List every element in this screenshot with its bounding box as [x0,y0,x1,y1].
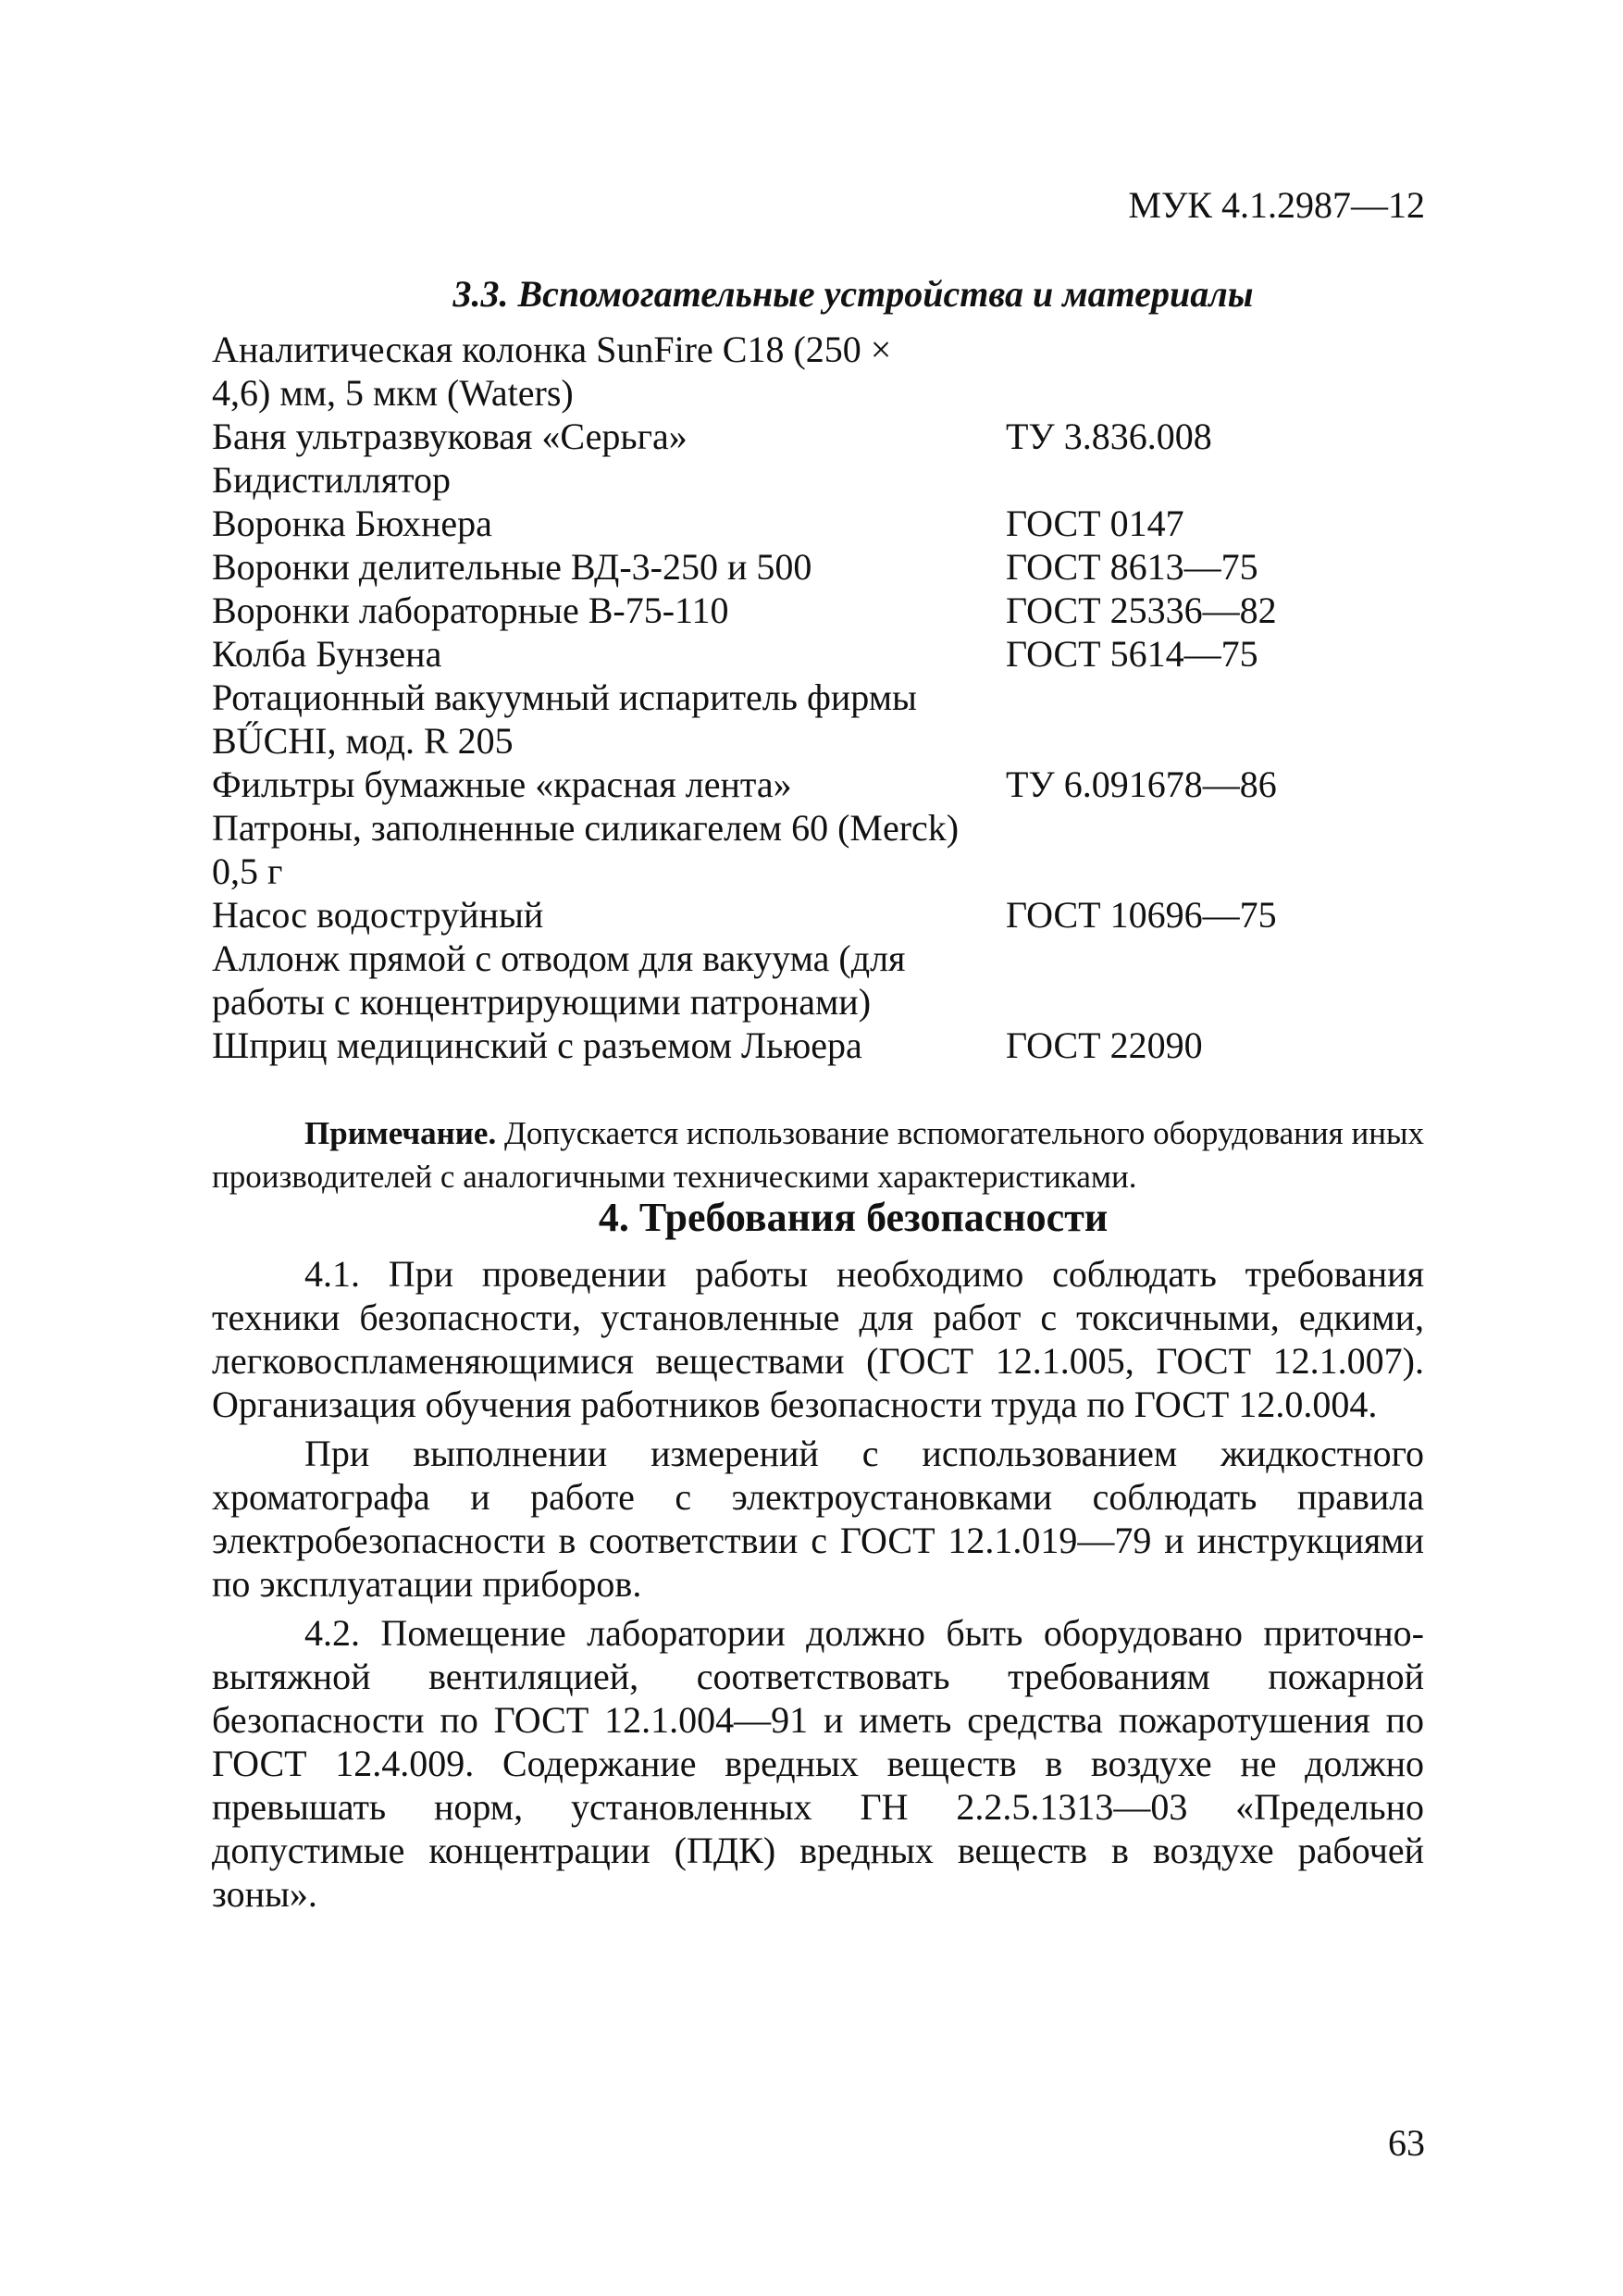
equipment-name: Воронка Бюхнера [212,503,492,544]
equipment-name: Патроны, заполненные силикагелем 60 (Merck) 0,5 г [212,807,960,892]
equipment-item [212,458,1433,502]
page-number: 63 [1388,2122,1425,2164]
equipment-item [212,589,1433,632]
equipment-item [212,676,1433,763]
equipment-item [212,545,1433,589]
equipment-name: Бидистиллятор [212,459,452,501]
equipment-standard: ГОСТ 22090 [1006,1024,1203,1066]
note-text: Допускается использование вспомогательного оборудования иных производителей с аналогичными техническими характеристиками. [212,1115,1424,1195]
equipment-standard: ГОСТ 10696—75 [1006,894,1277,936]
equipment-list [212,328,1433,1067]
subsection-title: 3.3. Вспомогательные устройства и материалы [452,273,1254,315]
equipment-item [212,806,1433,893]
equipment-item [212,937,1433,1024]
document-code: МУК 4.1.2987—12 [1128,184,1425,226]
note-label: Примечание. [304,1115,497,1151]
equipment-name: Насос водоструйный [212,894,544,936]
note-paragraph [212,1111,1424,1198]
equipment-item [212,632,1433,676]
equipment-item [212,1024,1433,1067]
equipment-standard: ГОСТ 25336—82 [1006,590,1277,631]
equipment-name: Ротационный вакуумный испаритель фирмы BŰCHI, мод. R 205 [212,676,917,762]
equipment-standard: ГОСТ 5614—75 [1006,633,1258,675]
equipment-name: Аналитическая колонка SunFire C18 (250 × 4,6) мм, 5 мкм (Waters) [212,329,892,414]
equipment-name: Шприц медицинский с разъемом Льюера [212,1024,862,1066]
equipment-standard: ГОСТ 0147 [1006,503,1184,544]
equipment-name: Колба Бунзена [212,633,442,675]
equipment-name: Воронки лабораторные В-75-110 [212,590,729,631]
equipment-standard: ГОСТ 8613—75 [1006,546,1258,588]
equipment-item [212,328,1433,415]
equipment-item [212,763,1433,806]
body-paragraph: При выполнении измерений с использованием жидкостного хроматографа и работе с электроустановками соблюдать правила электробезопасности в соответствии с ГОСТ 12.1.019—79 и инструкциями по эксплуатации приборов. [212,1433,1424,1605]
section-body [212,1252,1424,1916]
equipment-item [212,893,1433,937]
equipment-name: Воронки делительные ВД-3-250 и 500 [212,546,812,588]
equipment-name: Аллонж прямой с отводом для вакуума (для работы с концентрирующими патронами) [212,937,906,1023]
equipment-standard: ТУ 6.091678—86 [1006,763,1277,805]
body-paragraph: 4.1. При проведении работы необходимо соблюдать требования техники безопасности, установленные для работ с токсичными, едкими, легковоспламеняющимися веществами (ГОСТ 12.1.005, ГОСТ 12.1.007). Организация обучения работников безопасности труда по ГОСТ 12.0.004. [212,1253,1424,1425]
equipment-item [212,415,1433,458]
equipment-name: Баня ультразвуковая «Серьга» [212,416,688,457]
section-heading: 4. Требования безопасности [598,1195,1109,1240]
equipment-name: Фильтры бумажные «красная лента» [212,763,792,805]
body-paragraph: 4.2. Помещение лаборатории должно быть оборудовано приточно-вытяжной вентиляцией, соответствовать требованиям пожарной безопасности по ГОСТ 12.1.004—91 и иметь средства пожаротушения по ГОСТ 12.4.009. Содержание вредных веществ в воздухе не должно превышать норм, установленных ГН 2.2.5.1313—03 «Предельно допустимые концентрации (ПДК) вредных веществ в воздухе рабочей зоны». [212,1612,1424,1915]
equipment-item [212,502,1433,545]
equipment-standard: ТУ 3.836.008 [1006,416,1212,457]
